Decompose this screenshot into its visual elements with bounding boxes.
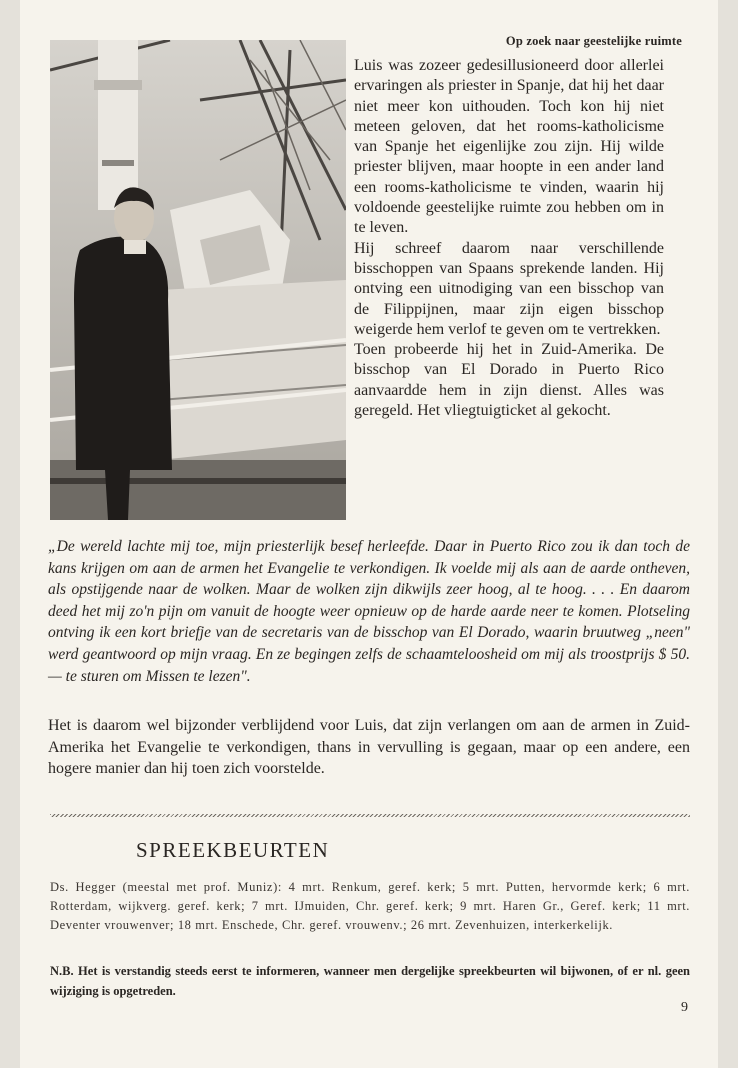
quote-text: „De wereld lachte mij toe, mijn priesterlijk besef herleefde. Daar in Puerto Rico zou ik dan toch de kans krijgen om aan de armen het Evangelie te verkondigen. Ik voelde mij als aan de aarde ontheven, als opstijgende naar de wolken. Maar de wolken zijn dikwijls zeer hoog, al te hoog. . . . En daarom deed het mij zo'n pijn om vanuit de hoogte weer opnieuw op de harde aarde neer te komen. Plotseling ontving ik een kort briefje van de secretaris van de bisschop van El Dorado, waarin bruutweg „neen" werd geantwoord op mijn vraag. En ze begingen zelfs de schaamteloosheid om mij als troostprijs $ 50.— te sturen om Missen te lezen". bbox=[48, 538, 690, 685]
article-column bbox=[354, 56, 664, 421]
note-text: N.B. Het is verstandig steeds eerst te informeren, wanneer men dergelijke spreekbeurten wil bijwonen, of er nl. geen wijziging is opgetreden. bbox=[50, 964, 690, 998]
lecture-listing bbox=[50, 878, 690, 934]
section-divider bbox=[50, 814, 690, 817]
article-closing bbox=[48, 715, 690, 780]
section-title: SPREEKBEURTEN bbox=[136, 838, 330, 862]
page-number: 9 bbox=[681, 1000, 688, 1015]
paragraph: Toen probeerde hij het in Zuid-Amerika. De bisschop van El Dorado in Puerto Rico aanvaardde hem in zijn dienst. Alles was geregeld. Het vliegtuigticket al gekocht. bbox=[354, 341, 664, 420]
article-quote bbox=[48, 536, 690, 687]
magazine-page bbox=[20, 0, 718, 1068]
article-heading: Op zoek naar geestelijke ruimte bbox=[505, 34, 682, 48]
paragraph: Hij schreef daarom naar verschillende bisschoppen van Spaans sprekende landen. Hij ontving een uitnodiging van een bisschop van de Filippijnen, maar zijn eigen bisschop weigerde hem verlof te geven om te vertrekken. bbox=[354, 239, 664, 338]
listing-text: Ds. Hegger (meestal met prof. Muniz): 4 mrt. Renkum, geref. kerk; 5 mrt. Putten, hervormde kerk; 6 mrt. Rotterdam, wijkverg. geref. kerk; 7 mrt. IJmuiden, Chr. geref. kerk; 9 mrt. Haren Gr., Geref. kerk; 11 mrt. Deventer vrouwenver; 18 mrt. Enschede, Chr. geref. vrouwenv.; 26 mrt. Zevenhuizen, interkerkelijk. bbox=[50, 880, 690, 932]
ship-photo-icon bbox=[50, 40, 346, 520]
photo-man-on-ship-deck bbox=[50, 40, 346, 520]
note bbox=[50, 962, 690, 1001]
paragraph: Luis was zozeer gedesillusioneerd door allerlei ervaringen als priester in Spanje, dat hij het daar niet meer kon uithouden. Toch kon hij niet meteen geloven, dat het rooms-katholicisme van Spanje het eigenlijke zou zijn. Hij wilde priester blijven, maar hoopte in een ander land een rooms-katholicisme te vinden, waarin hij voldoende geestelijke ruimte zou hebben om in te leven. bbox=[354, 57, 664, 237]
closing-text: Het is daarom wel bijzonder verblijdend voor Luis, dat zijn verlangen om aan de armen in Zuid-Amerika het Evangelie te verkondigen, thans in vervulling is gegaan, maar op een andere, een hogere manier dan hij toen zich voorstelde. bbox=[48, 717, 690, 777]
